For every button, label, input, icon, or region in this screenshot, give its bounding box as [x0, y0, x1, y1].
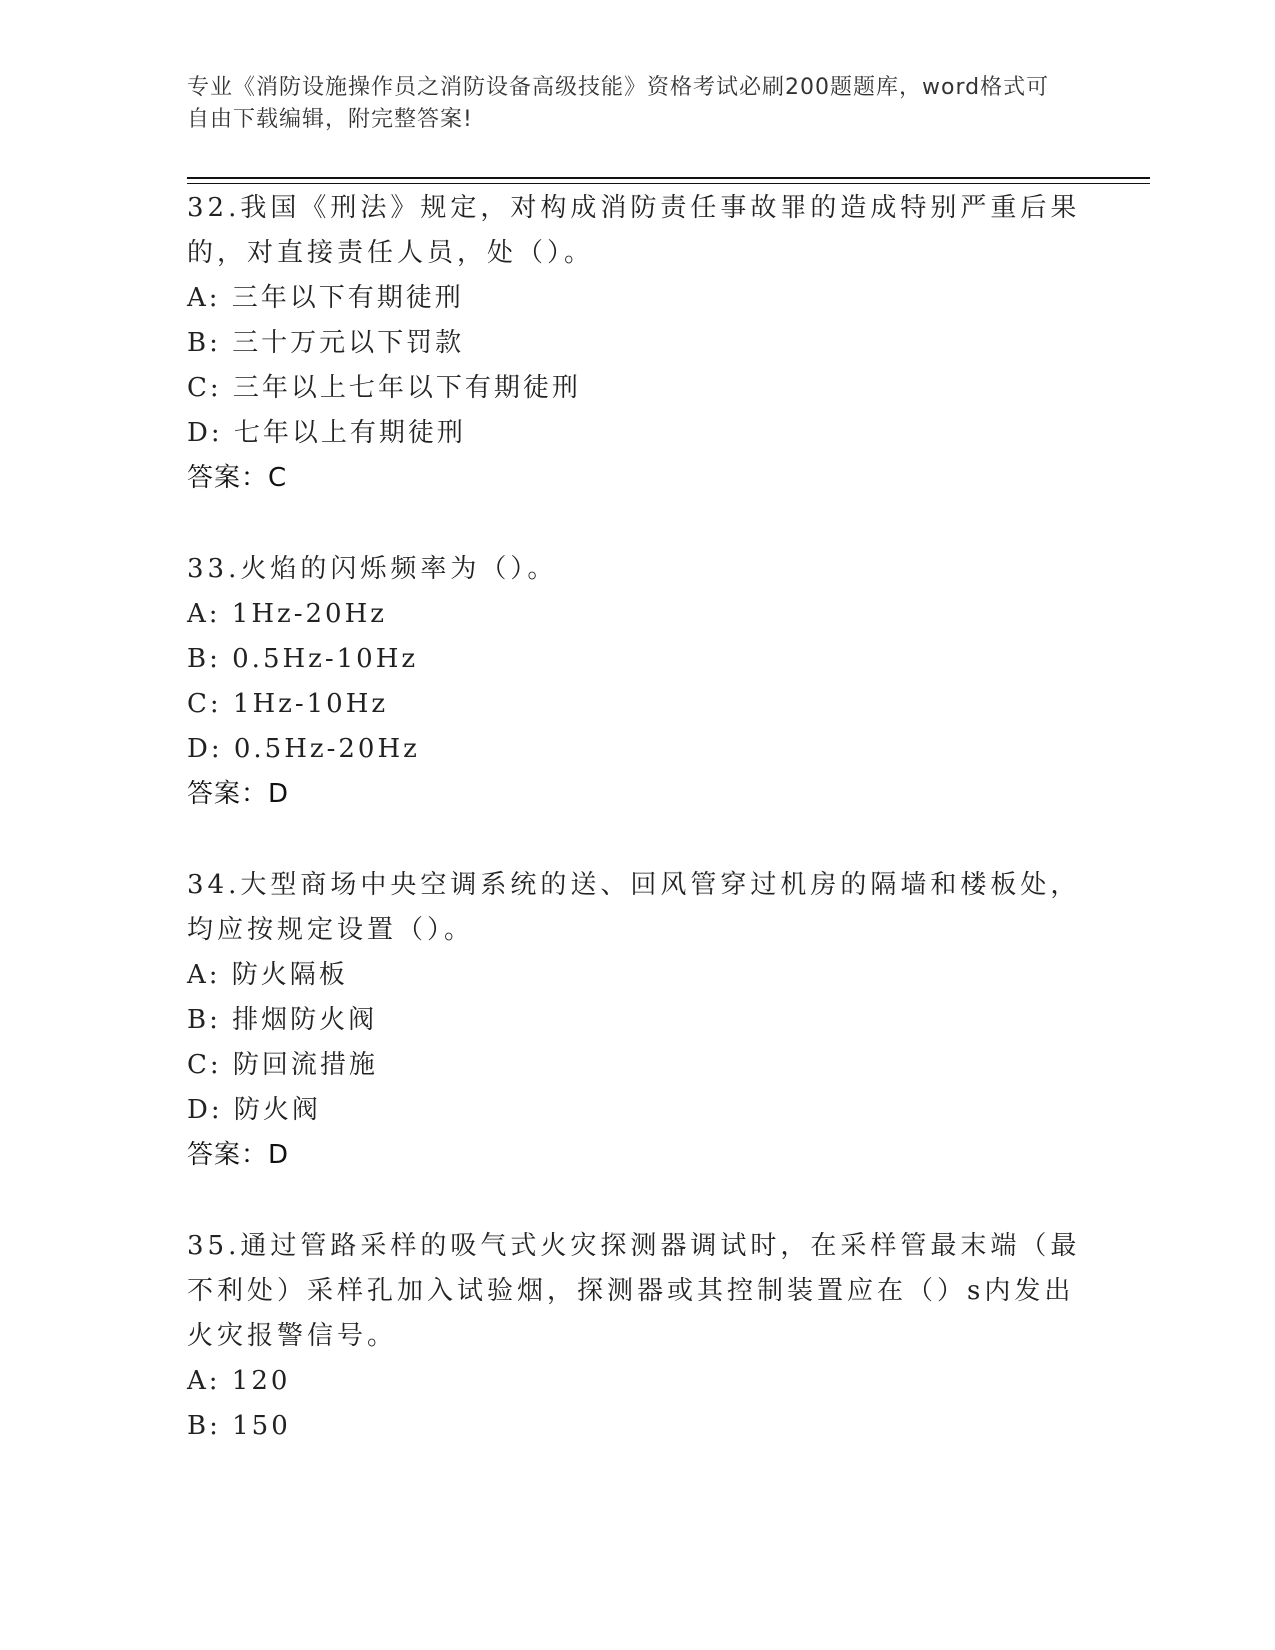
option-b: B: 150	[187, 1411, 291, 1441]
answer: 答案：D	[187, 1140, 290, 1170]
header-divider-thin	[187, 183, 1150, 184]
question-stem: 35.通过管路采样的吸气式火灾探测器调试时，在采样管最末端（最不利处）采样孔加入试验烟，探测器或其控制装置应在（）s内发出火灾报警信号。	[187, 1231, 1081, 1351]
question-35	[187, 1224, 1087, 1449]
option-b: B: 排烟防火阀	[187, 1005, 378, 1035]
question-34	[187, 863, 1087, 1178]
option-c: C: 三年以上七年以下有期徒刑	[187, 373, 581, 403]
header-divider-thick	[187, 177, 1150, 179]
option-d: D: 七年以上有期徒刑	[187, 418, 466, 448]
question-stem: 33.火焰的闪烁频率为（）。	[187, 554, 558, 584]
option-b: B: 三十万元以下罚款	[187, 328, 465, 358]
answer: 答案：C	[187, 463, 288, 493]
document-header: 专业《消防设施操作员之消防设备高级技能》资格考试必刷200题题库，word格式可自由下载编辑，附完整答案!	[187, 75, 1050, 132]
question-stem: 32.我国《刑法》规定，对构成消防责任事故罪的造成特别严重后果的，对直接责任人员，处（）。	[187, 193, 1081, 268]
answer: 答案：D	[187, 779, 290, 809]
question-stem: 34.大型商场中央空调系统的送、回风管穿过机房的隔墙和楼板处，均应按规定设置（）。	[187, 870, 1081, 945]
option-d: D: 防火阀	[187, 1095, 321, 1125]
question-32	[187, 186, 1087, 501]
option-c: C: 防回流措施	[187, 1050, 378, 1080]
question-33	[187, 547, 1087, 817]
option-a: A: 三年以下有期徒刑	[187, 283, 464, 313]
option-d: D: 0.5Hz-20Hz	[187, 734, 420, 764]
option-a: A: 1Hz-20Hz	[187, 599, 387, 629]
option-a: A: 120	[187, 1366, 291, 1396]
option-c: C: 1Hz-10Hz	[187, 689, 389, 719]
option-a: A: 防火隔板	[187, 960, 348, 990]
option-b: B: 0.5Hz-10Hz	[187, 644, 419, 674]
question-list	[187, 186, 1087, 1495]
